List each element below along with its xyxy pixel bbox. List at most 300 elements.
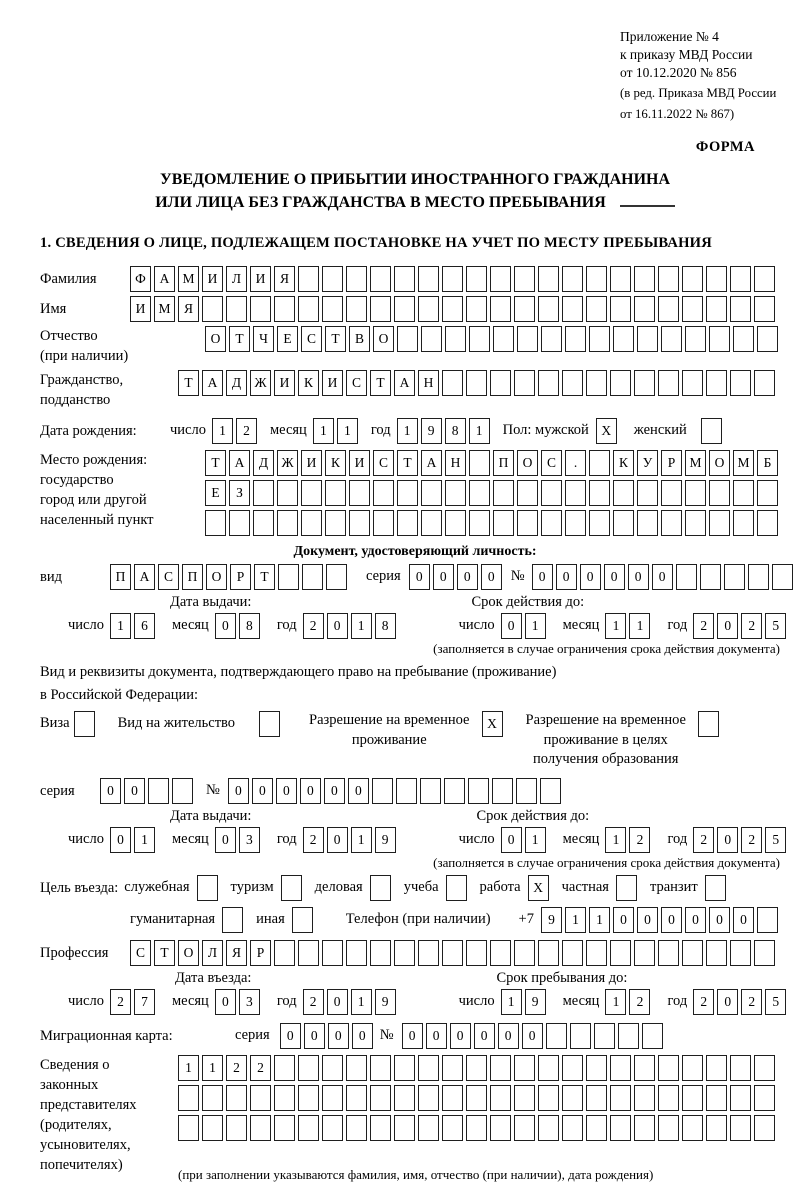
form-cell[interactable] xyxy=(394,1055,415,1081)
form-cell[interactable] xyxy=(613,510,634,536)
form-cell[interactable] xyxy=(562,1115,583,1141)
form-cell[interactable] xyxy=(589,510,610,536)
form-cell[interactable] xyxy=(444,778,465,804)
form-cell[interactable]: С xyxy=(158,564,179,590)
form-cell[interactable] xyxy=(570,1023,591,1049)
form-cell[interactable] xyxy=(610,940,631,966)
form-cell[interactable]: 0 xyxy=(661,907,682,933)
form-cell[interactable]: К xyxy=(613,450,634,476)
purpose-option-checkbox[interactable] xyxy=(705,875,726,901)
form-cell[interactable] xyxy=(538,1115,559,1141)
form-cell[interactable]: 0 xyxy=(501,613,522,639)
form-cell[interactable] xyxy=(202,1085,223,1111)
form-cell[interactable] xyxy=(396,778,417,804)
form-cell[interactable]: 1 xyxy=(134,827,155,853)
form-cell[interactable] xyxy=(589,326,610,352)
form-cell[interactable]: 0 xyxy=(501,827,522,853)
form-cell[interactable]: 0 xyxy=(110,827,131,853)
form-cell[interactable]: 3 xyxy=(239,989,260,1015)
form-cell[interactable] xyxy=(562,940,583,966)
form-cell[interactable]: 0 xyxy=(498,1023,519,1049)
form-cell[interactable] xyxy=(349,480,370,506)
form-cell[interactable] xyxy=(514,1055,535,1081)
form-cell[interactable] xyxy=(394,1085,415,1111)
form-cell[interactable] xyxy=(466,296,487,322)
form-cell[interactable]: 0 xyxy=(637,907,658,933)
form-cell[interactable] xyxy=(541,480,562,506)
form-cell[interactable] xyxy=(346,266,367,292)
form-cell[interactable]: 9 xyxy=(375,989,396,1015)
form-cell[interactable] xyxy=(610,1085,631,1111)
form-cell[interactable] xyxy=(589,480,610,506)
form-cell[interactable]: Я xyxy=(274,266,295,292)
form-cell[interactable] xyxy=(709,326,730,352)
form-cell[interactable] xyxy=(613,480,634,506)
form-cell[interactable]: У xyxy=(637,450,658,476)
purpose-option-checkbox[interactable] xyxy=(281,875,302,901)
form-cell[interactable] xyxy=(322,296,343,322)
form-cell[interactable]: П xyxy=(182,564,203,590)
form-cell[interactable] xyxy=(586,1085,607,1111)
form-cell[interactable]: 0 xyxy=(352,1023,373,1049)
form-cell[interactable] xyxy=(586,266,607,292)
form-cell[interactable]: 0 xyxy=(402,1023,423,1049)
form-cell[interactable] xyxy=(274,1085,295,1111)
form-cell[interactable]: Т xyxy=(370,370,391,396)
form-cell[interactable] xyxy=(253,480,274,506)
form-cell[interactable] xyxy=(250,1115,271,1141)
form-cell[interactable] xyxy=(730,1115,751,1141)
form-cell[interactable]: 9 xyxy=(375,827,396,853)
form-cell[interactable] xyxy=(274,1055,295,1081)
form-cell[interactable]: 0 xyxy=(481,564,502,590)
purpose-option-checkbox[interactable] xyxy=(446,875,467,901)
form-cell[interactable]: 7 xyxy=(134,989,155,1015)
form-cell[interactable]: 8 xyxy=(239,613,260,639)
form-cell[interactable]: 0 xyxy=(124,778,145,804)
form-cell[interactable] xyxy=(701,418,722,444)
form-cell[interactable] xyxy=(658,370,679,396)
form-cell[interactable] xyxy=(394,940,415,966)
form-cell[interactable] xyxy=(562,1085,583,1111)
form-cell[interactable]: П xyxy=(493,450,514,476)
form-cell[interactable]: 2 xyxy=(741,989,762,1015)
form-cell[interactable] xyxy=(278,564,299,590)
form-cell[interactable]: X xyxy=(596,418,617,444)
form-cell[interactable]: 1 xyxy=(351,989,372,1015)
form-cell[interactable]: 0 xyxy=(613,907,634,933)
form-cell[interactable] xyxy=(493,326,514,352)
form-cell[interactable] xyxy=(490,296,511,322)
form-cell[interactable] xyxy=(754,266,775,292)
purpose-option-checkbox[interactable] xyxy=(616,875,637,901)
form-cell[interactable]: Т xyxy=(178,370,199,396)
form-cell[interactable] xyxy=(514,1115,535,1141)
form-cell[interactable] xyxy=(637,326,658,352)
form-cell[interactable] xyxy=(346,296,367,322)
form-cell[interactable] xyxy=(730,266,751,292)
purpose-option-checkbox[interactable] xyxy=(222,907,243,933)
form-cell[interactable]: О xyxy=(178,940,199,966)
form-cell[interactable] xyxy=(370,1055,391,1081)
form-cell[interactable] xyxy=(610,1055,631,1081)
form-cell[interactable]: 1 xyxy=(629,613,650,639)
form-cell[interactable] xyxy=(298,1055,319,1081)
form-cell[interactable] xyxy=(421,510,442,536)
form-cell[interactable] xyxy=(658,1085,679,1111)
form-cell[interactable] xyxy=(685,510,706,536)
form-cell[interactable]: А xyxy=(202,370,223,396)
form-cell[interactable] xyxy=(706,266,727,292)
form-cell[interactable] xyxy=(676,564,697,590)
form-cell[interactable] xyxy=(346,1085,367,1111)
form-cell[interactable] xyxy=(172,778,193,804)
form-cell[interactable] xyxy=(706,296,727,322)
form-cell[interactable] xyxy=(514,296,535,322)
title-blank-line[interactable] xyxy=(620,191,675,207)
form-cell[interactable]: О xyxy=(206,564,227,590)
form-cell[interactable]: 0 xyxy=(100,778,121,804)
form-cell[interactable] xyxy=(682,370,703,396)
purpose-option-checkbox[interactable]: X xyxy=(528,875,549,901)
form-cell[interactable]: 0 xyxy=(409,564,430,590)
form-cell[interactable] xyxy=(658,296,679,322)
form-cell[interactable] xyxy=(541,510,562,536)
form-cell[interactable] xyxy=(757,510,778,536)
form-cell[interactable] xyxy=(546,1023,567,1049)
form-cell[interactable] xyxy=(490,1115,511,1141)
form-cell[interactable]: 5 xyxy=(765,989,786,1015)
form-cell[interactable]: 0 xyxy=(604,564,625,590)
form-cell[interactable] xyxy=(698,711,719,737)
form-cell[interactable]: Я xyxy=(178,296,199,322)
form-cell[interactable] xyxy=(637,510,658,536)
form-cell[interactable] xyxy=(301,480,322,506)
form-cell[interactable] xyxy=(322,1115,343,1141)
form-cell[interactable]: А xyxy=(134,564,155,590)
form-cell[interactable] xyxy=(466,1085,487,1111)
form-cell[interactable]: М xyxy=(178,266,199,292)
form-cell[interactable]: 5 xyxy=(765,827,786,853)
form-cell[interactable] xyxy=(754,370,775,396)
form-cell[interactable]: С xyxy=(130,940,151,966)
form-cell[interactable] xyxy=(490,370,511,396)
form-cell[interactable] xyxy=(586,940,607,966)
form-cell[interactable] xyxy=(730,296,751,322)
form-cell[interactable]: 0 xyxy=(717,989,738,1015)
form-cell[interactable] xyxy=(274,940,295,966)
form-cell[interactable] xyxy=(733,326,754,352)
form-cell[interactable] xyxy=(469,326,490,352)
form-cell[interactable]: Р xyxy=(661,450,682,476)
form-cell[interactable]: В xyxy=(349,326,370,352)
form-cell[interactable]: 9 xyxy=(421,418,442,444)
form-cell[interactable] xyxy=(418,296,439,322)
form-cell[interactable]: 1 xyxy=(178,1055,199,1081)
form-cell[interactable]: 0 xyxy=(457,564,478,590)
form-cell[interactable]: 0 xyxy=(556,564,577,590)
form-cell[interactable]: А xyxy=(154,266,175,292)
form-cell[interactable] xyxy=(610,296,631,322)
form-cell[interactable] xyxy=(298,1085,319,1111)
form-cell[interactable]: 2 xyxy=(693,613,714,639)
form-cell[interactable] xyxy=(178,1115,199,1141)
form-cell[interactable]: 0 xyxy=(709,907,730,933)
form-cell[interactable] xyxy=(298,296,319,322)
form-cell[interactable]: М xyxy=(733,450,754,476)
form-cell[interactable]: 8 xyxy=(375,613,396,639)
form-cell[interactable]: С xyxy=(301,326,322,352)
form-cell[interactable]: И xyxy=(274,370,295,396)
form-cell[interactable] xyxy=(397,480,418,506)
form-cell[interactable]: 0 xyxy=(228,778,249,804)
form-cell[interactable]: Ж xyxy=(277,450,298,476)
form-cell[interactable] xyxy=(538,296,559,322)
form-cell[interactable]: X xyxy=(482,711,503,737)
form-cell[interactable] xyxy=(682,296,703,322)
form-cell[interactable]: 0 xyxy=(327,827,348,853)
form-cell[interactable]: А xyxy=(394,370,415,396)
form-cell[interactable] xyxy=(325,480,346,506)
form-cell[interactable] xyxy=(538,266,559,292)
form-cell[interactable] xyxy=(642,1023,663,1049)
form-cell[interactable] xyxy=(706,370,727,396)
form-cell[interactable]: 0 xyxy=(215,613,236,639)
form-cell[interactable]: 2 xyxy=(693,827,714,853)
form-cell[interactable]: Т xyxy=(325,326,346,352)
form-cell[interactable]: Д xyxy=(226,370,247,396)
form-cell[interactable] xyxy=(325,510,346,536)
form-cell[interactable] xyxy=(322,940,343,966)
form-cell[interactable]: 2 xyxy=(741,613,762,639)
form-cell[interactable]: М xyxy=(685,450,706,476)
form-cell[interactable] xyxy=(205,510,226,536)
form-cell[interactable]: Н xyxy=(445,450,466,476)
form-cell[interactable] xyxy=(538,1055,559,1081)
form-cell[interactable] xyxy=(514,370,535,396)
form-cell[interactable] xyxy=(418,940,439,966)
form-cell[interactable] xyxy=(370,1115,391,1141)
form-cell[interactable]: 2 xyxy=(629,827,650,853)
form-cell[interactable] xyxy=(442,266,463,292)
form-cell[interactable]: 1 xyxy=(501,989,522,1015)
form-cell[interactable]: Е xyxy=(205,480,226,506)
form-cell[interactable] xyxy=(538,1085,559,1111)
form-cell[interactable]: 1 xyxy=(351,827,372,853)
form-cell[interactable] xyxy=(706,1115,727,1141)
form-cell[interactable] xyxy=(754,1085,775,1111)
form-cell[interactable] xyxy=(730,1085,751,1111)
form-cell[interactable] xyxy=(490,1055,511,1081)
form-cell[interactable] xyxy=(178,1085,199,1111)
form-cell[interactable] xyxy=(634,1115,655,1141)
form-cell[interactable]: Т xyxy=(397,450,418,476)
form-cell[interactable]: И xyxy=(349,450,370,476)
form-cell[interactable] xyxy=(466,940,487,966)
form-cell[interactable]: 0 xyxy=(328,1023,349,1049)
form-cell[interactable] xyxy=(562,370,583,396)
form-cell[interactable]: 1 xyxy=(469,418,490,444)
form-cell[interactable] xyxy=(250,1085,271,1111)
form-cell[interactable]: Ч xyxy=(253,326,274,352)
form-cell[interactable] xyxy=(634,1085,655,1111)
form-cell[interactable] xyxy=(302,564,323,590)
form-cell[interactable]: П xyxy=(110,564,131,590)
form-cell[interactable] xyxy=(565,510,586,536)
form-cell[interactable] xyxy=(418,1115,439,1141)
form-cell[interactable]: 0 xyxy=(276,778,297,804)
form-cell[interactable]: М xyxy=(154,296,175,322)
form-cell[interactable]: 0 xyxy=(215,827,236,853)
form-cell[interactable]: 2 xyxy=(303,613,324,639)
form-cell[interactable]: И xyxy=(250,266,271,292)
form-cell[interactable]: Р xyxy=(230,564,251,590)
form-cell[interactable]: К xyxy=(298,370,319,396)
form-cell[interactable]: О xyxy=(205,326,226,352)
form-cell[interactable]: 0 xyxy=(717,827,738,853)
form-cell[interactable] xyxy=(469,510,490,536)
form-cell[interactable] xyxy=(733,510,754,536)
form-cell[interactable] xyxy=(514,266,535,292)
form-cell[interactable] xyxy=(490,266,511,292)
form-cell[interactable]: С xyxy=(541,450,562,476)
form-cell[interactable] xyxy=(445,510,466,536)
form-cell[interactable] xyxy=(538,940,559,966)
form-cell[interactable]: 0 xyxy=(215,989,236,1015)
form-cell[interactable]: 1 xyxy=(212,418,233,444)
form-cell[interactable] xyxy=(754,1115,775,1141)
form-cell[interactable]: А xyxy=(421,450,442,476)
form-cell[interactable] xyxy=(730,370,751,396)
form-cell[interactable] xyxy=(757,326,778,352)
form-cell[interactable]: И xyxy=(202,266,223,292)
form-cell[interactable] xyxy=(370,1085,391,1111)
purpose-option-checkbox[interactable] xyxy=(292,907,313,933)
form-cell[interactable] xyxy=(397,326,418,352)
form-cell[interactable]: 0 xyxy=(474,1023,495,1049)
form-cell[interactable] xyxy=(661,326,682,352)
form-cell[interactable]: Р xyxy=(250,940,271,966)
form-cell[interactable] xyxy=(565,326,586,352)
form-cell[interactable] xyxy=(514,940,535,966)
form-cell[interactable]: А xyxy=(229,450,250,476)
form-cell[interactable] xyxy=(326,564,347,590)
form-cell[interactable]: 1 xyxy=(397,418,418,444)
form-cell[interactable] xyxy=(394,296,415,322)
form-cell[interactable] xyxy=(634,1055,655,1081)
form-cell[interactable] xyxy=(733,480,754,506)
form-cell[interactable]: 3 xyxy=(239,827,260,853)
form-cell[interactable]: 1 xyxy=(351,613,372,639)
form-cell[interactable] xyxy=(661,480,682,506)
form-cell[interactable] xyxy=(226,1115,247,1141)
form-cell[interactable] xyxy=(298,1115,319,1141)
form-cell[interactable] xyxy=(301,510,322,536)
form-cell[interactable] xyxy=(754,1055,775,1081)
form-cell[interactable] xyxy=(517,326,538,352)
form-cell[interactable] xyxy=(373,480,394,506)
form-cell[interactable] xyxy=(682,1055,703,1081)
form-cell[interactable]: 1 xyxy=(202,1055,223,1081)
form-cell[interactable] xyxy=(610,1115,631,1141)
form-cell[interactable] xyxy=(658,1115,679,1141)
form-cell[interactable] xyxy=(586,296,607,322)
form-cell[interactable]: 0 xyxy=(327,989,348,1015)
form-cell[interactable] xyxy=(541,326,562,352)
form-cell[interactable] xyxy=(259,711,280,737)
form-cell[interactable] xyxy=(148,778,169,804)
form-cell[interactable]: 2 xyxy=(303,827,324,853)
form-cell[interactable] xyxy=(706,940,727,966)
form-cell[interactable] xyxy=(493,510,514,536)
form-cell[interactable]: 0 xyxy=(252,778,273,804)
form-cell[interactable] xyxy=(490,940,511,966)
form-cell[interactable] xyxy=(517,510,538,536)
form-cell[interactable] xyxy=(466,1055,487,1081)
form-cell[interactable] xyxy=(589,450,610,476)
form-cell[interactable]: 1 xyxy=(313,418,334,444)
form-cell[interactable] xyxy=(274,1115,295,1141)
form-cell[interactable] xyxy=(370,296,391,322)
form-cell[interactable]: 0 xyxy=(304,1023,325,1049)
form-cell[interactable] xyxy=(372,778,393,804)
form-cell[interactable] xyxy=(772,564,793,590)
form-cell[interactable] xyxy=(394,1115,415,1141)
purpose-option-checkbox[interactable] xyxy=(370,875,391,901)
form-cell[interactable]: 0 xyxy=(280,1023,301,1049)
form-cell[interactable]: 9 xyxy=(525,989,546,1015)
form-cell[interactable]: 0 xyxy=(450,1023,471,1049)
form-cell[interactable] xyxy=(730,1055,751,1081)
form-cell[interactable] xyxy=(250,296,271,322)
form-cell[interactable]: Ж xyxy=(250,370,271,396)
form-cell[interactable] xyxy=(685,480,706,506)
form-cell[interactable]: 2 xyxy=(236,418,257,444)
form-cell[interactable]: С xyxy=(373,450,394,476)
form-cell[interactable] xyxy=(565,480,586,506)
form-cell[interactable] xyxy=(748,564,769,590)
form-cell[interactable] xyxy=(418,1085,439,1111)
form-cell[interactable]: К xyxy=(325,450,346,476)
form-cell[interactable] xyxy=(322,1085,343,1111)
form-cell[interactable]: 2 xyxy=(250,1055,271,1081)
form-cell[interactable]: 0 xyxy=(300,778,321,804)
form-cell[interactable] xyxy=(610,370,631,396)
form-cell[interactable] xyxy=(613,326,634,352)
form-cell[interactable]: 2 xyxy=(110,989,131,1015)
form-cell[interactable] xyxy=(397,510,418,536)
form-cell[interactable] xyxy=(610,266,631,292)
form-cell[interactable] xyxy=(442,1115,463,1141)
form-cell[interactable] xyxy=(466,370,487,396)
form-cell[interactable]: 8 xyxy=(445,418,466,444)
form-cell[interactable] xyxy=(516,778,537,804)
form-cell[interactable] xyxy=(253,510,274,536)
form-cell[interactable] xyxy=(442,940,463,966)
form-cell[interactable] xyxy=(634,940,655,966)
form-cell[interactable] xyxy=(658,266,679,292)
form-cell[interactable]: 0 xyxy=(685,907,706,933)
form-cell[interactable]: Д xyxy=(253,450,274,476)
form-cell[interactable]: О xyxy=(709,450,730,476)
form-cell[interactable]: 0 xyxy=(327,613,348,639)
form-cell[interactable] xyxy=(493,480,514,506)
form-cell[interactable] xyxy=(562,1055,583,1081)
form-cell[interactable] xyxy=(277,510,298,536)
form-cell[interactable]: 1 xyxy=(525,613,546,639)
form-cell[interactable] xyxy=(229,510,250,536)
form-cell[interactable]: 1 xyxy=(525,827,546,853)
